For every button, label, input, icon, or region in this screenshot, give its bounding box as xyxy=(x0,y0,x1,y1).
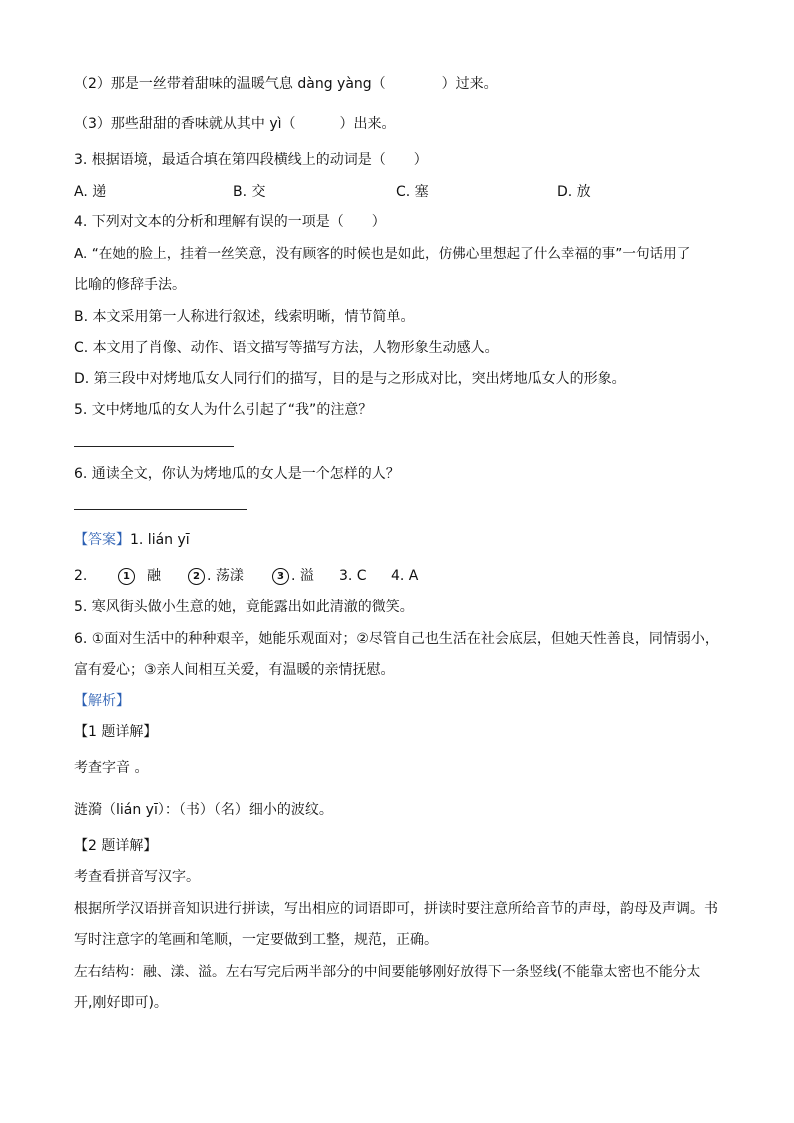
answer-2-item-2-text: . 荡漾 xyxy=(207,568,244,584)
detail-1-label: 【1 题详解】 xyxy=(74,724,158,740)
detail-2-para2-line1: 左右结构：融、漾、溢。左右写完后两半部分的中间要能够刚好放得下一条竖线(不能靠太密也不能分太 xyxy=(74,964,701,980)
q5-stem: 5. 文中烤地瓜的女人为什么引起了“我”的注意？ xyxy=(74,402,373,418)
answer-2-item-2 xyxy=(188,566,244,586)
answer-2-item-1 xyxy=(118,566,161,586)
answer-row-1 xyxy=(74,530,190,550)
detail-1-note: 涟漪（lián yī）：（书）（名）细小的波纹。 xyxy=(74,802,333,818)
detail-2-text: 考查看拼音写汉字。 xyxy=(74,869,200,885)
detail-2-label: 【2 题详解】 xyxy=(74,838,158,854)
q1-sub3 xyxy=(74,114,396,134)
q3-stem: 3. 根据语境，最适合填在第四段横线上的动词是（ ） xyxy=(74,152,428,168)
answer-6-line1: 6. ①面对生活中的种种艰辛，她能乐观面对；②尽管自己也生活在社会底层，但她天性善良，同情弱小， xyxy=(74,631,719,647)
circled-number-1: 1 xyxy=(118,568,135,585)
q6-stem: 6. 通读全文，你认为烤地瓜的女人是一个怎样的人？ xyxy=(74,466,400,482)
q1-sub2-after: ）过来。 xyxy=(441,76,498,92)
detail-1-text: 考查字音 。 xyxy=(74,760,149,776)
q3-option-c[interactable]: C. 塞 xyxy=(396,184,429,200)
circled-number-3: 3 xyxy=(272,568,289,585)
answer-2-item-1-text: 融 xyxy=(147,568,161,584)
q5-answer-line[interactable] xyxy=(74,446,234,447)
answer-1: 1. lián yī xyxy=(130,532,190,548)
answer-4: 4. A xyxy=(391,568,419,584)
q4-option-b[interactable]: B. 本文采用第一人称进行叙述，线索明晰，情节简单。 xyxy=(74,309,415,325)
circled-number-2: 2 xyxy=(188,568,205,585)
q1-sub3-before: （3）那些甜甜的香味就从其中 yì（ xyxy=(74,116,296,132)
q3-option-b[interactable]: B. 交 xyxy=(233,184,266,200)
q1-sub2-before: （2）那是一丝带着甜味的温暖气息 dàng yàng（ xyxy=(74,76,386,92)
answer-6-line2: 富有爱心；③亲人间相互关爱，有温暖的亲情抚慰。 xyxy=(74,662,395,678)
detail-2-para2-line2: 开,刚好即可)。 xyxy=(74,995,168,1011)
detail-2-para1-line1: 根据所学汉语拼音知识进行拼读，写出相应的词语即可，拼读时要注意所给音节的声母，韵母及声调。书 xyxy=(74,901,718,917)
q6-answer-line[interactable] xyxy=(74,509,247,510)
q3-option-a[interactable]: A. 递 xyxy=(74,184,107,200)
answer-2-number: 2. xyxy=(74,568,88,584)
detail-2-para1-line2: 写时注意字的笔画和笔顺，一定要做到工整，规范，正确。 xyxy=(74,932,438,948)
answer-2-item-3-text: . 溢 xyxy=(291,568,314,584)
answer-5: 5. 寒风街头做小生意的她，竟能露出如此清澈的微笑。 xyxy=(74,599,414,615)
q4-stem: 4. 下列对文本的分析和理解有误的一项是（ ） xyxy=(74,214,386,230)
q1-sub2 xyxy=(74,74,498,94)
q4-option-c[interactable]: C. 本文用了肖像、动作、语文描写等描写方法，人物形象生动感人。 xyxy=(74,340,499,356)
q3-option-d[interactable]: D. 放 xyxy=(557,184,591,200)
answer-label: 【答案】 xyxy=(74,532,130,548)
analysis-label: 【解析】 xyxy=(74,693,130,709)
answer-3: 3. C xyxy=(339,568,367,584)
q4-option-d[interactable]: D. 第三段中对烤地瓜女人同行们的描写，目的是与之形成对比，突出烤地瓜女人的形象。 xyxy=(74,371,626,387)
q1-sub3-after: ）出来。 xyxy=(339,116,396,132)
q4-option-a-line2[interactable]: 比喻的修辞手法。 xyxy=(74,277,186,293)
answer-2-item-3 xyxy=(272,566,314,586)
q4-option-a-line1[interactable]: A. “在她的脸上，挂着一丝笑意，没有顾客的时候也是如此，仿佛心里想起了什么幸福的事”一句话用了 xyxy=(74,246,691,262)
